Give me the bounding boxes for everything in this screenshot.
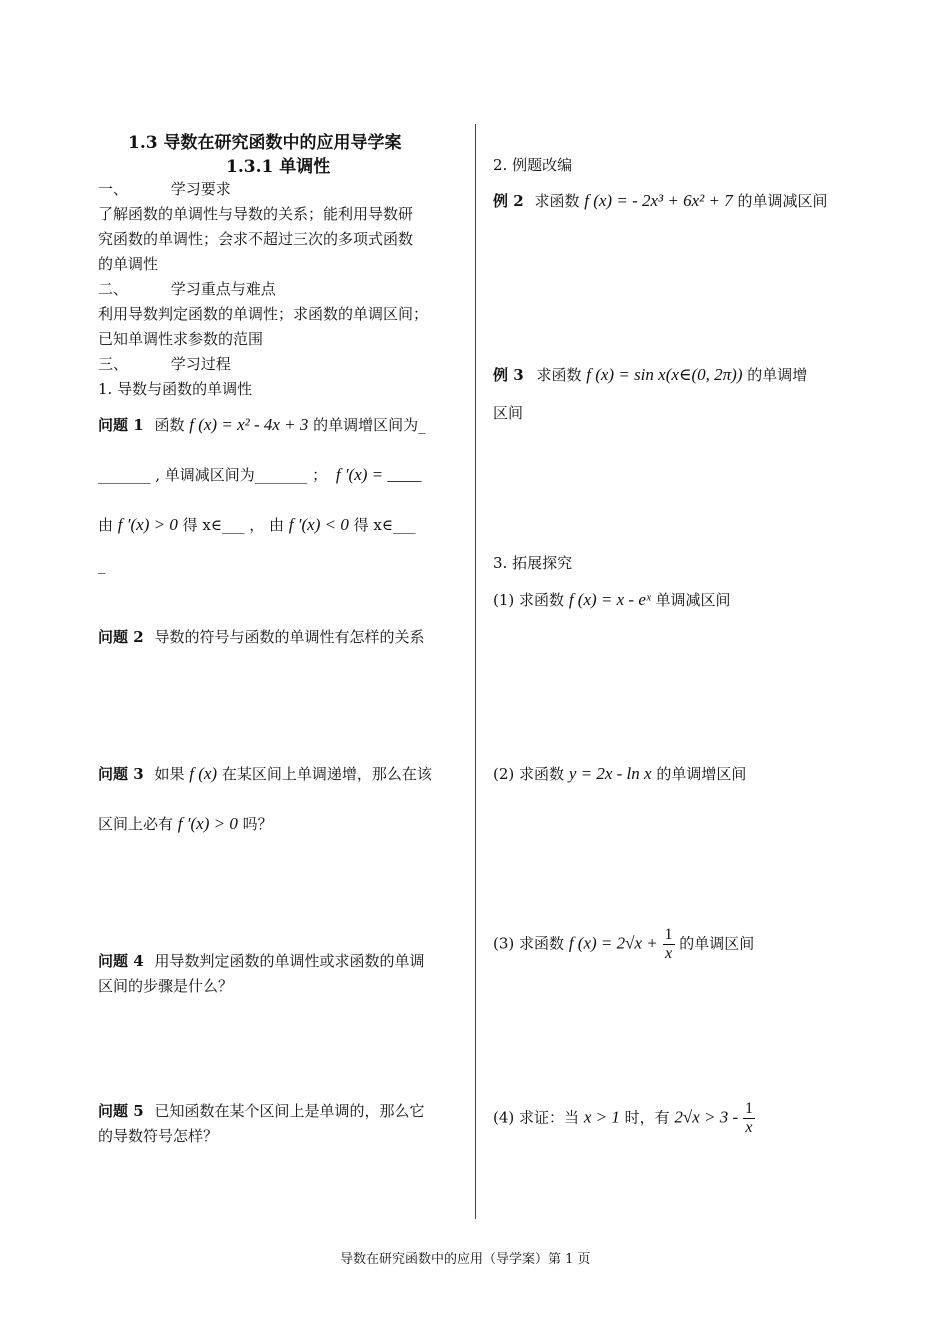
sec1-title: 学习要求 xyxy=(170,180,231,198)
q1-text-h: x∈___ ， 由 xyxy=(202,516,285,534)
p2-formula: y = 2x - ln x xyxy=(568,764,652,783)
q3-text-e: 吗？ xyxy=(242,815,273,833)
q4-line2: 区间的步骤是什么？ xyxy=(98,977,234,995)
part2-heading: 2. 例题改编 xyxy=(493,156,573,174)
q3-label: 问题 3 xyxy=(98,765,144,783)
ex2 xyxy=(493,190,828,211)
p4-formula: 2√x > 3 - xyxy=(674,1107,739,1127)
q5-text-1: 已知函数在某个区间上是单调的，那么它 xyxy=(154,1102,425,1120)
doc-title: 1.3 导数在研究函数中的应用导学案 xyxy=(128,133,402,153)
p3-text-b: 的单调区间 xyxy=(679,934,755,953)
sec1-line1: 了解函数的单调性与导数的关系；能利用导数研 xyxy=(98,205,414,223)
p1-formula: f (x) = x - eˣ xyxy=(568,590,651,609)
p1-text-a: (1) 求函数 xyxy=(493,591,565,609)
q1-line2 xyxy=(98,464,421,485)
p3-numerator: 1 xyxy=(664,926,673,943)
ex2-text-a: 求函数 xyxy=(534,192,580,210)
q1-text-j: 得 xyxy=(353,516,369,534)
q1-cond-neg: f ′(x) < 0 xyxy=(288,515,349,534)
q1-text-c: _______ , 单调减区间为_______ ； xyxy=(98,466,328,484)
q3-line1 xyxy=(98,763,432,784)
q1-line1 xyxy=(98,414,426,435)
q2 xyxy=(98,626,424,647)
q1-label: 问题 1 xyxy=(98,416,144,434)
q5-line2: 的导数符号怎样？ xyxy=(98,1127,219,1145)
q4-line1 xyxy=(98,950,424,971)
part3-heading: 3. 拓展探究 xyxy=(493,554,573,572)
p2-text-a: (2) 求函数 xyxy=(493,765,565,783)
q3-text-c: 区间上必有 xyxy=(98,815,174,833)
q3-line2 xyxy=(98,813,273,834)
q4-label: 问题 4 xyxy=(98,952,144,970)
q1-text-k: x∈___ xyxy=(373,516,416,534)
ex3-line1 xyxy=(493,364,807,385)
p3-fraction xyxy=(663,926,675,963)
q5-line1 xyxy=(98,1100,424,1121)
problem-1 xyxy=(493,589,730,610)
p4-text-a: (4) 求证：当 xyxy=(493,1108,580,1127)
q2-text: 导数的符号与函数的单调性有怎样的关系 xyxy=(154,628,425,646)
q1-formula: f (x) = x² - 4x + 3 xyxy=(189,415,309,434)
p2-text-b: 的单调增区间 xyxy=(656,765,747,783)
sec1-line3: 的单调性 xyxy=(98,255,159,273)
q2-label: 问题 2 xyxy=(98,628,144,646)
q1-text-a: 函数 xyxy=(154,416,185,434)
ex2-formula: f (x) = - 2x³ + 6x² + 7 xyxy=(584,191,733,210)
sec2-line1: 利用导数判定函数的单调性；求函数的单调区间； xyxy=(98,305,429,323)
q4-text-1: 用导数判定函数的单调性或求函数的单调 xyxy=(154,952,425,970)
p4-text-b: 时，有 xyxy=(624,1108,670,1127)
q1-text-g: 得 xyxy=(182,516,198,534)
ex3-label: 例 3 xyxy=(493,366,524,384)
p4-numerator: 1 xyxy=(744,1100,753,1117)
sec2-line2: 已知单调性求参数的范围 xyxy=(98,330,264,348)
problem-3 xyxy=(493,926,754,963)
page-footer: 导数在研究函数中的应用（导学案）第 1 页 xyxy=(340,1252,591,1267)
q3-formula: f (x) xyxy=(189,764,218,783)
q3-cond: f ′(x) > 0 xyxy=(177,814,238,833)
problem-4 xyxy=(493,1100,755,1137)
sec3-heading xyxy=(98,353,231,374)
q1-derivative: f ′(x) = ____ xyxy=(335,465,422,484)
ex2-text-b: 的单调减区间 xyxy=(737,192,828,210)
sec1-heading xyxy=(98,178,231,199)
ex3-text-b: 的单调增 xyxy=(747,366,808,384)
sec3-num: 三、 xyxy=(98,355,129,373)
q1-text-b: 的单调增区间为_ xyxy=(313,416,426,434)
ex2-label: 例 2 xyxy=(493,192,524,210)
p4-denominator: x xyxy=(745,1119,753,1136)
sec2-title: 学习重点与难点 xyxy=(170,280,276,298)
p3-formula: f (x) = 2√x + xyxy=(568,933,658,953)
ex3-text-a: 求函数 xyxy=(536,366,582,384)
q1-text-e: 由 xyxy=(98,516,114,534)
p1-text-b: 单调减区间 xyxy=(655,591,731,609)
sec1-num: 一、 xyxy=(98,180,129,198)
problem-2 xyxy=(493,763,746,784)
p3-denominator: x xyxy=(664,945,673,962)
sec1-line2: 究函数的单调性；会求不超过三次的多项式函数 xyxy=(98,230,414,248)
p4-fraction xyxy=(743,1100,755,1137)
q1-cond-pos: f ′(x) > 0 xyxy=(117,515,178,534)
part1-heading: 1. 导数与函数的单调性 xyxy=(98,380,253,398)
ex3-line2: 区间 xyxy=(493,404,524,422)
q5-label: 问题 5 xyxy=(98,1102,144,1120)
column-divider xyxy=(475,124,476,1219)
q1-line3 xyxy=(98,514,415,535)
q3-text-b: 在某区间上单调递增，那么在该 xyxy=(221,765,432,783)
p3-text-a: (3) 求函数 xyxy=(493,934,565,953)
ex3-formula: f (x) = sin x(x∈(0, 2π)) xyxy=(586,365,743,384)
sec3-title: 学习过程 xyxy=(170,355,231,373)
sec2-num: 二、 xyxy=(98,280,129,298)
doc-subtitle: 1.3.1 单调性 xyxy=(226,157,331,177)
q1-tail: _ xyxy=(98,556,106,574)
q3-text-a: 如果 xyxy=(154,765,185,783)
sec2-heading xyxy=(98,278,276,299)
p4-cond: x > 1 xyxy=(583,1107,620,1127)
